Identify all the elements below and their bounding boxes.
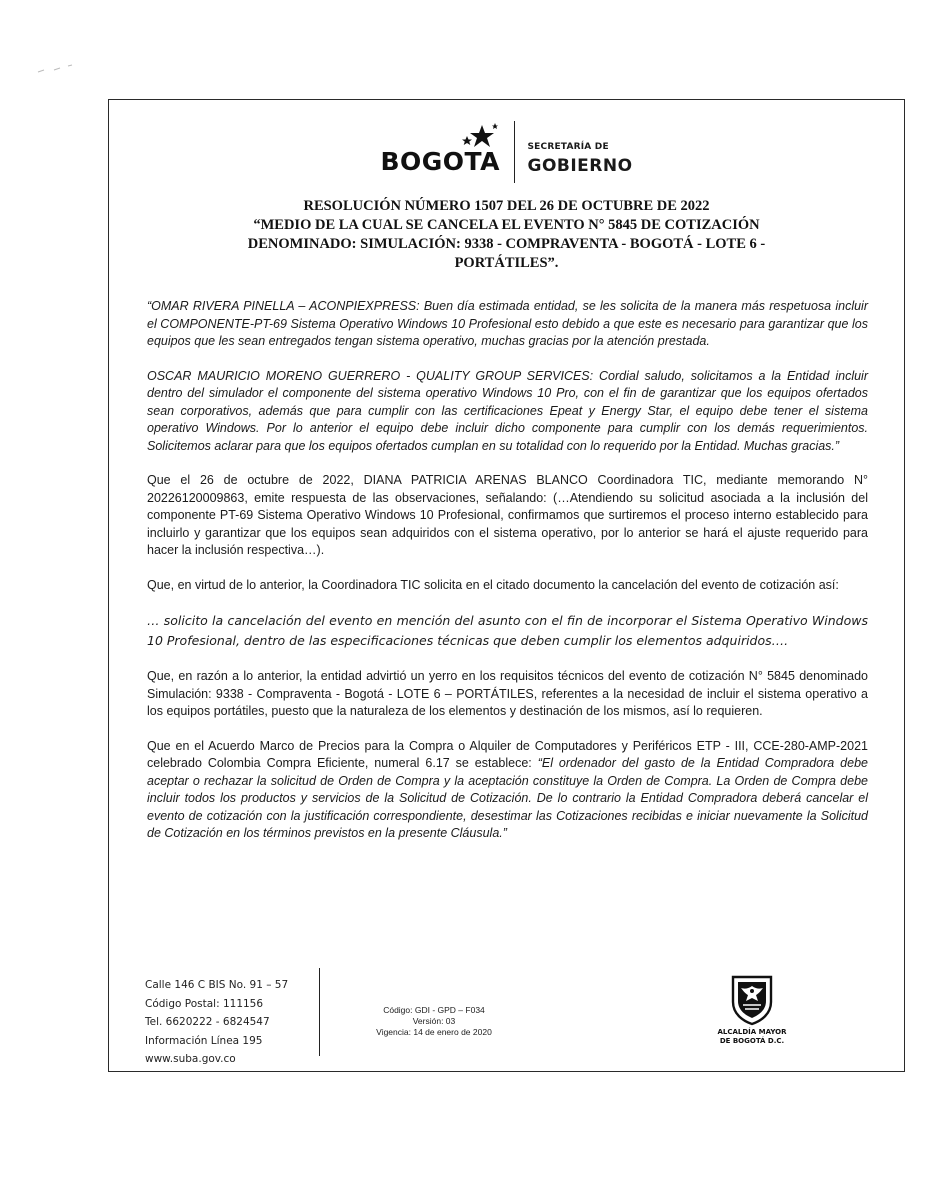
gobierno-label: GOBIERNO bbox=[527, 156, 633, 176]
footer-doc-code bbox=[349, 1005, 519, 1038]
resolution-title bbox=[169, 197, 844, 273]
bogota-word-text: BOGOTA bbox=[380, 146, 500, 176]
paragraph-coordinadora: Que, en virtud de lo anterior, la Coordinadora TIC solicita en el citado documento la cancelación del evento de cotización así: bbox=[147, 577, 839, 592]
scan-artifact bbox=[36, 58, 86, 78]
stars-icon bbox=[458, 123, 498, 153]
seal-caption bbox=[714, 1028, 790, 1046]
footer-code: Código: GDI - GPD – F034 bbox=[383, 1005, 485, 1015]
paragraph-yerro: Que, en razón a lo anterior, la entidad advirtió un yerro en los requisitos técnicos del evento de cotización N° 5845 denominado Simulación: 9338 - Compraventa - Bogotá - LOTE 6 – PORTÁTILES, referentes a la necesidad de incluir el sistema operativo a los equipos portátiles, puesto que la naturaleza de los elementos y destinación de los mismos, así lo requieren. bbox=[147, 669, 868, 718]
logo-divider bbox=[514, 121, 516, 183]
paragraph-omar-rivera: “OMAR RIVERA PINELLA – ACONPIEXPRESS: Buen día estimada entidad, se les solicita de la manera más respetuosa incluir el COMPONENTE-PT-69 Sistema Operativo Windows 10 Profesional esto debido a que este es necesario para garantizar que los equipos que les sean entregados tengan sistema operativo, muchas gracias por la atención prestada. bbox=[147, 299, 868, 348]
footer-address: Calle 146 C BIS No. 91 – 57 bbox=[145, 979, 289, 991]
footer-vigencia: Vigencia: 14 de enero de 2020 bbox=[376, 1027, 492, 1037]
alcaldia-seal bbox=[714, 974, 790, 1046]
paragraph-oscar-moreno: OSCAR MAURICIO MORENO GUERRERO - QUALITY GROUP SERVICES: Cordial saludo, solicitamos a la Entidad incluir dentro del simulador el componente del sistema operativo Windows 10 Pro, con el fin de garantizar que los equipos ofertados sean corporativos, además que para cumplir con las certificaciones Epeat y Energy Star, el equipo debe tener el sistema operativo Windows. Por lo anterior el equipo debe incluir dicho componente para cumplir con los demás requerimientos. Solicitemos aclarar para que los equipos ofertados cumplan en su totalidad con lo requerido por la Entidad. Muchas gracias.” bbox=[147, 368, 868, 453]
footer-divider bbox=[319, 968, 320, 1056]
paragraph-diana-arenas: Que el 26 de octubre de 2022, DIANA PATRICIA ARENAS BLANCO Coordinadora TIC, mediante memorando N° 20226120009863, emite respuesta de las observaciones, señalando: (…Atendiendo su solicitud asociada a la inclusión del componente PT-69 Sistema Operativo Windows 10 Profesional, confirmamos que surtiremos el proceso interno establecido para incluirlo y garantizar que los equipos sean adquiridos con el sistema operativo, por lo anterior se hará el ajuste requerido para hacer la inclusión respectiva…). bbox=[147, 473, 868, 557]
document-frame bbox=[108, 99, 905, 1072]
coat-of-arms-icon bbox=[729, 974, 775, 1026]
acuerdo-quote: “El ordenador del gasto de la Entidad Compradora debe aceptar o rechazar la solicitud de Orden de Compra y la aceptación constituye la Orden de Compra. La Orden de Compra debe incluir todos los productos y servicios de la Solicitud de Cotización. De lo contrario la Entidad Compradora deberá cancelar el evento de cotización con la justificación correspondiente, desestimar las Cotizaciones recibidas e iniciar nuevamente la Solicitud de Cotización en los términos previstos en la presente Cláusula.” bbox=[147, 756, 868, 840]
paragraph-acuerdo-marco bbox=[147, 738, 868, 843]
bogota-wordmark bbox=[380, 147, 500, 176]
seal-line-1: ALCALDÍA MAYOR bbox=[717, 1028, 787, 1036]
title-line-4: PORTÁTILES”. bbox=[454, 255, 559, 271]
bogota-logo bbox=[380, 121, 632, 183]
document-header bbox=[109, 112, 904, 192]
title-line-3: DENOMINADO: SIMULACIÓN: 9338 - COMPRAVENTA - BOGOTÁ - LOTE 6 - bbox=[247, 236, 766, 252]
document-footer bbox=[109, 968, 904, 1068]
secretaria-block bbox=[527, 142, 632, 176]
secretaria-label: SECRETARÍA DE bbox=[527, 142, 609, 152]
footer-tel: Tel. 6620222 - 6824547 bbox=[145, 1016, 270, 1028]
footer-version: Versión: 03 bbox=[412, 1016, 456, 1026]
footer-website: www.suba.gov.co bbox=[145, 1053, 236, 1065]
acuerdo-intro: Que en el Acuerdo Marco de Precios para la Compra o Alquiler de Computadores y Periféricos ETP - III, CCE-280-AMP-2021 celebrado Colombia Compra Eficiente, numeral 6.17 se establece: bbox=[147, 738, 868, 770]
footer-postal: Código Postal: 111156 bbox=[145, 997, 264, 1010]
seal-line-2: DE BOGOTÁ D.C. bbox=[719, 1037, 785, 1045]
document-body bbox=[147, 298, 868, 860]
paragraph-solicitud-quote: … solicito la cancelación del evento en mención del asunto con el fin de incorporar el Sistema Operativo Windows 10 Profesional, dentro de las especificaciones técnicas que deben cumplir los elementos adquiridos…. bbox=[147, 613, 868, 648]
title-line-2: “MEDIO DE LA CUAL SE CANCELA EL EVENTO N° 5845 DE COTIZACIÓN bbox=[253, 217, 760, 233]
footer-info-line: Información Línea 195 bbox=[145, 1034, 263, 1047]
title-line-1: RESOLUCIÓN NÚMERO 1507 DEL 26 DE OCTUBRE DE 2022 bbox=[303, 198, 710, 214]
footer-contact bbox=[145, 976, 288, 1069]
